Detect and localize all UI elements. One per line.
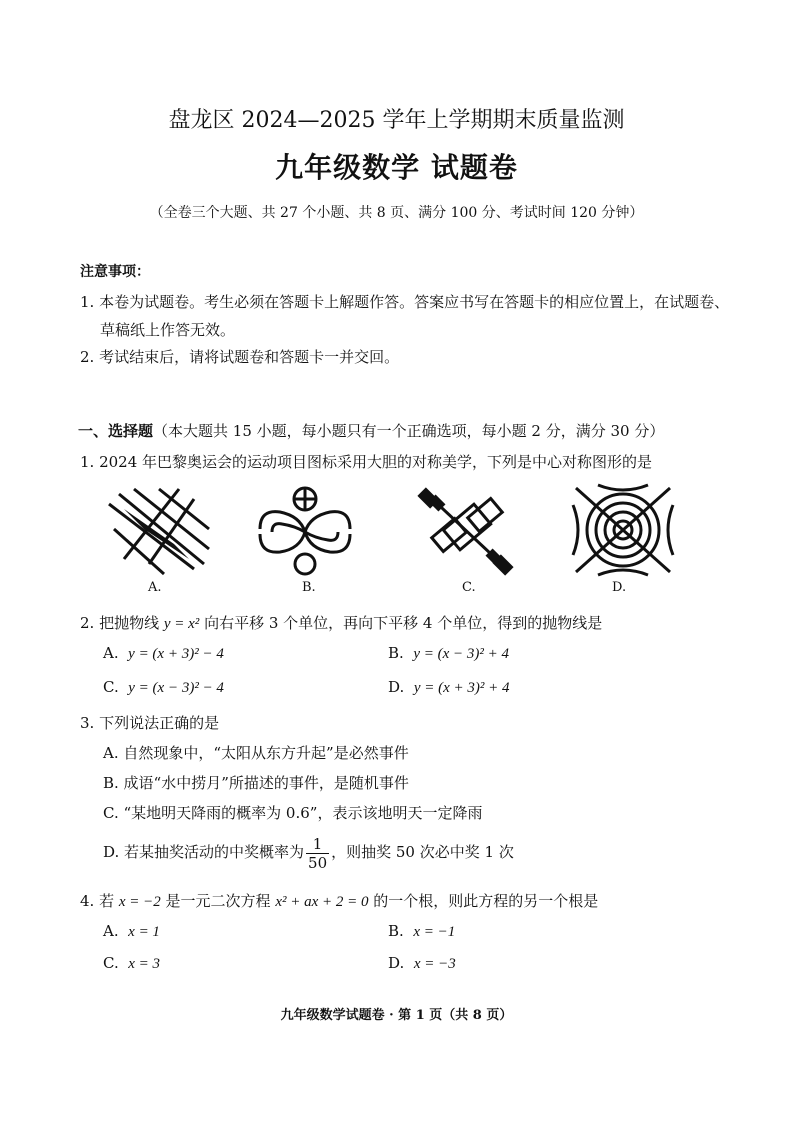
q2-option-a — [103, 644, 224, 663]
q3-option-d-text-b: ，则抽奖 50 次必中奖 1 次 — [331, 843, 514, 861]
q3-option-b: B. 成语“水中捞月”所描述的事件，是随机事件 — [103, 774, 409, 792]
section1-desc: （本大题共 15 小题，每小题只有一个正确选项，每小题 2 分，满分 30 分） — [153, 422, 665, 440]
q3-option-d-fraction — [306, 835, 329, 872]
q2-option-a-expr: y = (x + 3)² − 4 — [128, 646, 224, 662]
fraction-numerator: 1 — [306, 835, 329, 854]
q1-figure-d-icon — [568, 480, 678, 580]
q1-label-a: A. — [148, 580, 162, 595]
q4-option-a — [103, 922, 160, 941]
exam-title-line1: 盘龙区 2024—2025 学年上学期期末质量监测 — [168, 108, 625, 133]
q2-stem — [80, 612, 602, 633]
q2-option-c-expr: y = (x − 3)² − 4 — [128, 680, 224, 696]
q4-option-d — [388, 954, 456, 973]
section1-header — [78, 420, 664, 441]
q4-option-a-label: A. — [103, 922, 119, 940]
notice-heading: 注意事项： — [80, 264, 150, 280]
q2-option-b-expr: y = (x − 3)² + 4 — [413, 646, 510, 662]
q4-option-a-expr: x = 1 — [128, 924, 160, 940]
q2-option-d-expr: y = (x + 3)² + 4 — [413, 680, 510, 696]
q2-stem-text-a: 2. 把抛物线 — [80, 614, 164, 632]
q2-option-b-label: B. — [388, 644, 404, 662]
q4-stem-math-2: x² + ax + 2 = 0 — [275, 894, 369, 910]
q4-option-d-expr: x = −3 — [413, 956, 456, 972]
q4-option-c-label: C. — [103, 954, 119, 972]
q3-option-a: A. 自然现象中，“太阳从东方升起”是必然事件 — [103, 744, 409, 762]
q1-label-b: B. — [302, 580, 316, 595]
q1-stem: 1. 2024 年巴黎奥运会的运动项目图标采用大胆的对称美学，下列是中心对称图形的是 — [80, 453, 653, 471]
q4-option-b — [388, 922, 455, 941]
q1-label-d: D. — [612, 580, 627, 595]
q2-option-c — [103, 678, 224, 697]
page-footer: 九年级数学试题卷 · 第 1 页（共 8 页） — [280, 1008, 513, 1023]
notice-item-1: 1. 本卷为试题卷。考生必须在答题卡上解题作答。答案应书写在答题卡的相应位置上，在试题卷、 — [80, 293, 730, 311]
q2-option-a-label: A. — [103, 644, 119, 662]
q3-option-d — [103, 832, 514, 872]
q1-figure-b-icon — [250, 484, 360, 579]
q4-option-d-label: D. — [388, 954, 405, 972]
notice-item-2: 2. 考试结束后，请将试题卷和答题卡一并交回。 — [80, 348, 400, 366]
q4-option-c — [103, 954, 160, 973]
q4-stem-text-a: 4. 若 — [80, 892, 119, 910]
q4-option-c-expr: x = 3 — [128, 956, 161, 972]
notice-item-1-cont: 草稿纸上作答无效。 — [100, 321, 236, 339]
q3-stem: 3. 下列说法正确的是 — [80, 714, 220, 732]
q2-stem-text-b: 向右平移 3 个单位，再向下平移 4 个单位，得到的抛物线是 — [199, 614, 603, 632]
q4-stem-text-c: 的一个根，则此方程的另一个根是 — [368, 892, 599, 910]
q2-option-d — [388, 678, 509, 697]
q1-figure-a-icon — [104, 484, 214, 579]
q4-stem — [80, 890, 598, 911]
q4-stem-math-1: x = −2 — [118, 894, 161, 910]
q3-option-d-text-a: D. 若某抽奖活动的中奖概率为 — [103, 843, 305, 861]
q2-option-d-label: D. — [388, 678, 405, 696]
q2-option-b — [388, 644, 509, 663]
q2-stem-math: y = x² — [163, 616, 200, 632]
fraction-denominator: 50 — [308, 853, 328, 872]
section1-title: 一、选择题 — [78, 422, 154, 440]
q1-figure-c-icon — [412, 484, 522, 579]
q3-option-c: C. “某地明天降雨的概率为 0.6”，表示该地明天一定降雨 — [103, 804, 483, 822]
q4-option-b-expr: x = −1 — [413, 924, 456, 940]
q1-label-c: C. — [462, 580, 476, 595]
q2-option-c-label: C. — [103, 678, 119, 696]
exam-info: （全卷三个大题、共 27 个小题、共 8 页、满分 100 分、考试时间 120 分钟） — [149, 205, 644, 221]
q4-stem-text-b: 是一元二次方程 — [160, 892, 276, 910]
q4-option-b-label: B. — [388, 922, 404, 940]
exam-title-line2: 九年级数学 试题卷 — [275, 151, 518, 184]
